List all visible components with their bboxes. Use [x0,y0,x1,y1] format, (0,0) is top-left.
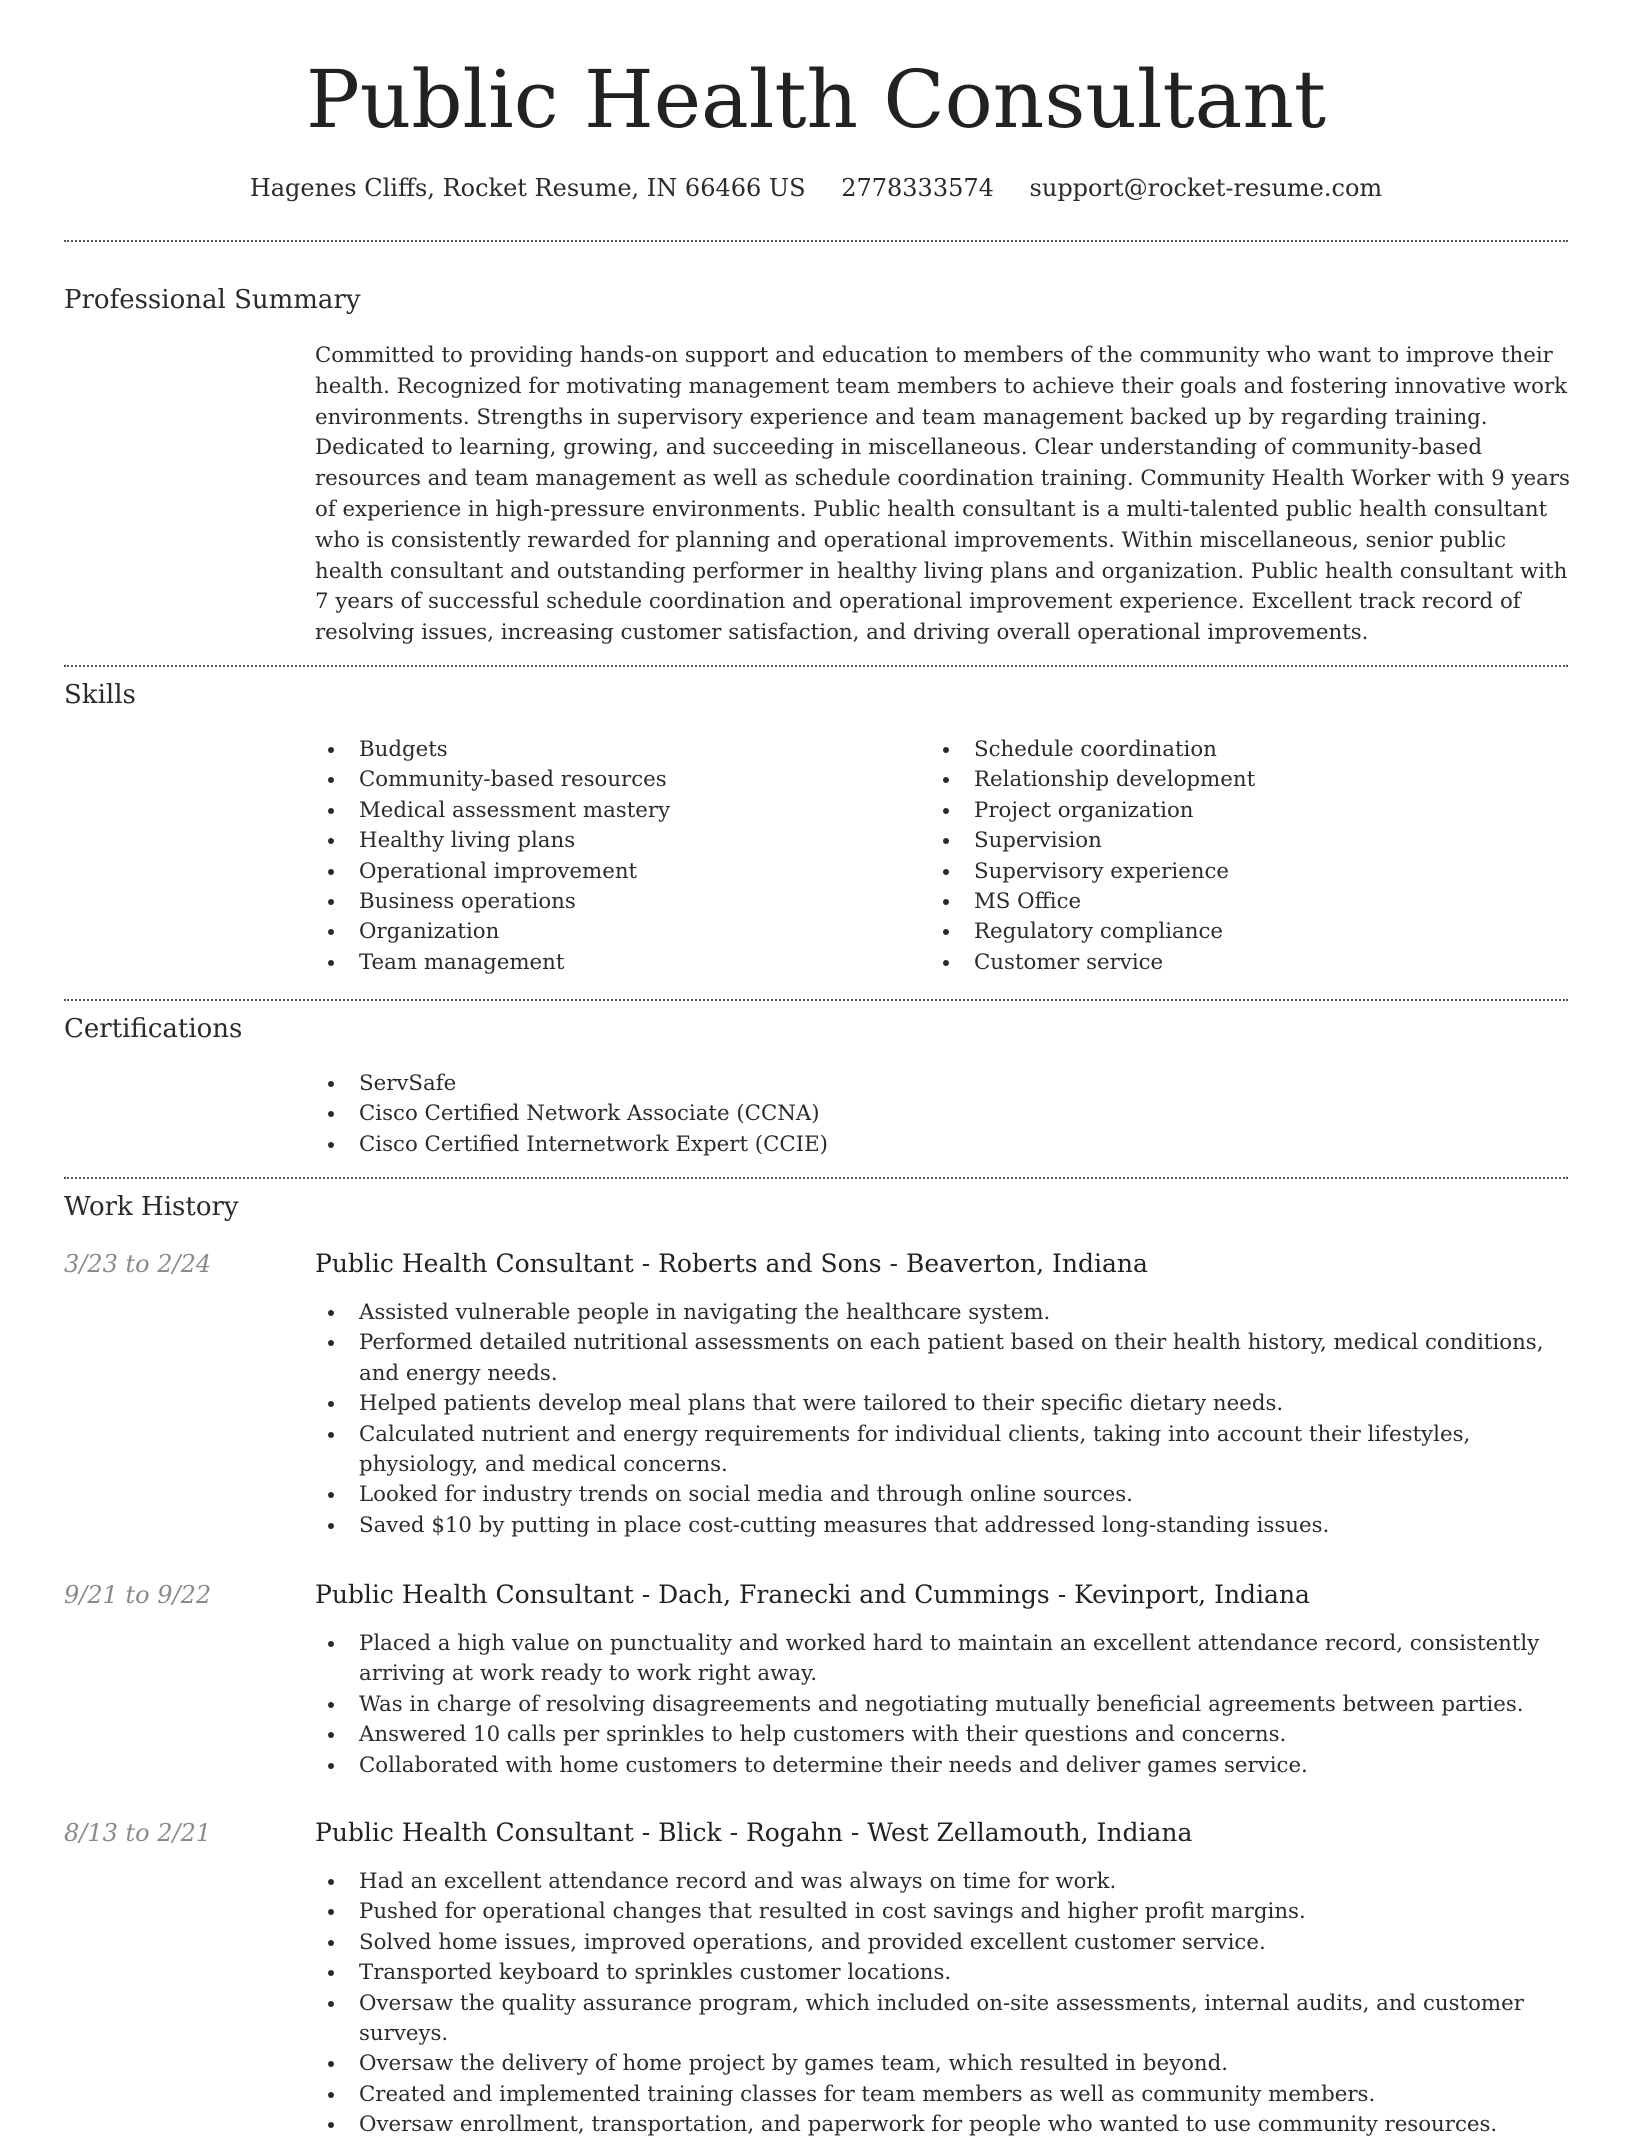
skill-item: Regulatory compliance [930,917,1530,947]
job-date: 3/23 to 2/24 [64,1250,212,1278]
skill-item: Schedule coordination [930,735,1530,765]
job-title: Public Health Consultant - Blick - Rogahn - West Zellamouth, Indiana [315,1818,1193,1847]
job-bullets [315,1298,1570,1541]
skills-list-left [315,735,915,978]
job-bullet: Answered 10 calls per sprinkles to help customers with their questions and concerns. [315,1720,1570,1750]
job-bullet: Pushed for operational changes that resulted in cost savings and higher profit margins. [315,1897,1570,1927]
contact-line [0,170,1632,206]
job-bullet: Performed detailed nutritional assessments on each patient based on their health history, medical conditions, and energy needs. [315,1328,1570,1389]
job-bullet: Looked for industry trends on social media and through online sources. [315,1480,1570,1510]
skill-item: Supervision [930,826,1530,856]
job-bullet: Collaborated with home customers to determine their needs and deliver games service. [315,1751,1570,1781]
job-bullets [315,1867,1570,2141]
skill-item: MS Office [930,887,1530,917]
contact-email: support@rocket-resume.com [1029,174,1383,202]
job-bullet: Helped patients develop meal plans that were tailored to their specific dietary needs. [315,1389,1570,1419]
skill-item: Budgets [315,735,915,765]
skill-item: Team management [315,948,915,978]
skill-item: Customer service [930,948,1530,978]
section-title-certifications: Certifications [64,1014,243,1044]
skills-list-right [930,735,1530,978]
job-bullets [315,1629,1570,1781]
skill-item: Medical assessment mastery [315,796,915,826]
job-bullet: Placed a high value on punctuality and worked hard to maintain an excellent attendance record, consistently arriving at work ready to work right away. [315,1629,1570,1690]
skill-item: Supervisory experience [930,857,1530,887]
certification-item: Cisco Certified Network Associate (CCNA) [315,1099,1315,1129]
skill-item: Relationship development [930,765,1530,795]
divider [64,665,1568,667]
job-title: Public Health Consultant - Dach, Franecki and Cummings - Kevinport, Indiana [315,1580,1310,1609]
certifications-list [315,1069,1315,1160]
candidate-name: Public Health Consultant [305,53,1327,146]
job-bullet: Oversaw the delivery of home project by games team, which resulted in beyond. [315,2049,1570,2079]
skill-item: Business operations [315,887,915,917]
section-title-skills: Skills [64,680,136,710]
job-bullet: Oversaw enrollment, transportation, and paperwork for people who wanted to use community resources. [315,2110,1570,2140]
skill-item: Organization [315,917,915,947]
job-title: Public Health Consultant - Roberts and Sons - Beaverton, Indiana [315,1249,1148,1278]
certification-item: ServSafe [315,1069,1315,1099]
job-bullet: Created and implemented training classes for team members as well as community members. [315,2080,1570,2110]
job-bullet: Was in charge of resolving disagreements and negotiating mutually beneficial agreements between parties. [315,1690,1570,1720]
contact-phone: 2778333574 [841,174,994,202]
job-bullet: Calculated nutrient and energy requirements for individual clients, taking into account their lifestyles, physiology, and medical concerns. [315,1420,1570,1481]
skill-item: Healthy living plans [315,826,915,856]
job-bullet: Had an excellent attendance record and was always on time for work. [315,1867,1570,1897]
job-date: 9/21 to 9/22 [64,1581,212,1609]
job-date: 8/13 to 2/21 [64,1819,212,1847]
contact-address: Hagenes Cliffs, Rocket Resume, IN 66466 US [249,174,806,202]
section-title-work-history: Work History [64,1192,239,1222]
section-title-summary: Professional Summary [64,285,361,315]
job-bullet: Oversaw the quality assurance program, which included on-site assessments, internal audits, and customer surveys. [315,1989,1570,2050]
skill-item: Community-based resources [315,765,915,795]
divider [64,240,1568,242]
divider [64,1177,1568,1179]
job-bullet: Assisted vulnerable people in navigating the healthcare system. [315,1298,1570,1328]
job-bullet: Solved home issues, improved operations, and provided excellent customer service. [315,1928,1570,1958]
job-bullet: Transported keyboard to sprinkles customer locations. [315,1958,1570,1988]
summary-text: Committed to providing hands-on support and education to members of the community who want to improve their health. Recognized for motivating management team members to achieve their goals and fostering innovative work environments. Strengths in supervisory experience and team management backed up by regarding training. Dedicated to learning, growing, and succeeding in miscellaneous. Clear understanding of community-based resources and team management as well as schedule coordination training. Community Health Worker with 9 years of experience in high-pressure environments. Public health consultant is a multi-talented public health consultant who is consistently rewarded for planning and operational improvements. Within miscellaneous, senior public health consultant and outstanding performer in healthy living plans and organization. Public health consultant with 7 years of successful schedule coordination and operational improvement experience. Excellent track record of resolving issues, increasing customer satisfaction, and driving overall operational improvements. [315,343,1570,646]
divider [64,999,1568,1001]
job-bullet: Saved $10 by putting in place cost-cutting measures that addressed long-standing issues. [315,1511,1570,1541]
certification-item: Cisco Certified Internetwork Expert (CCIE) [315,1130,1315,1160]
skill-item: Project organization [930,796,1530,826]
skill-item: Operational improvement [315,857,915,887]
